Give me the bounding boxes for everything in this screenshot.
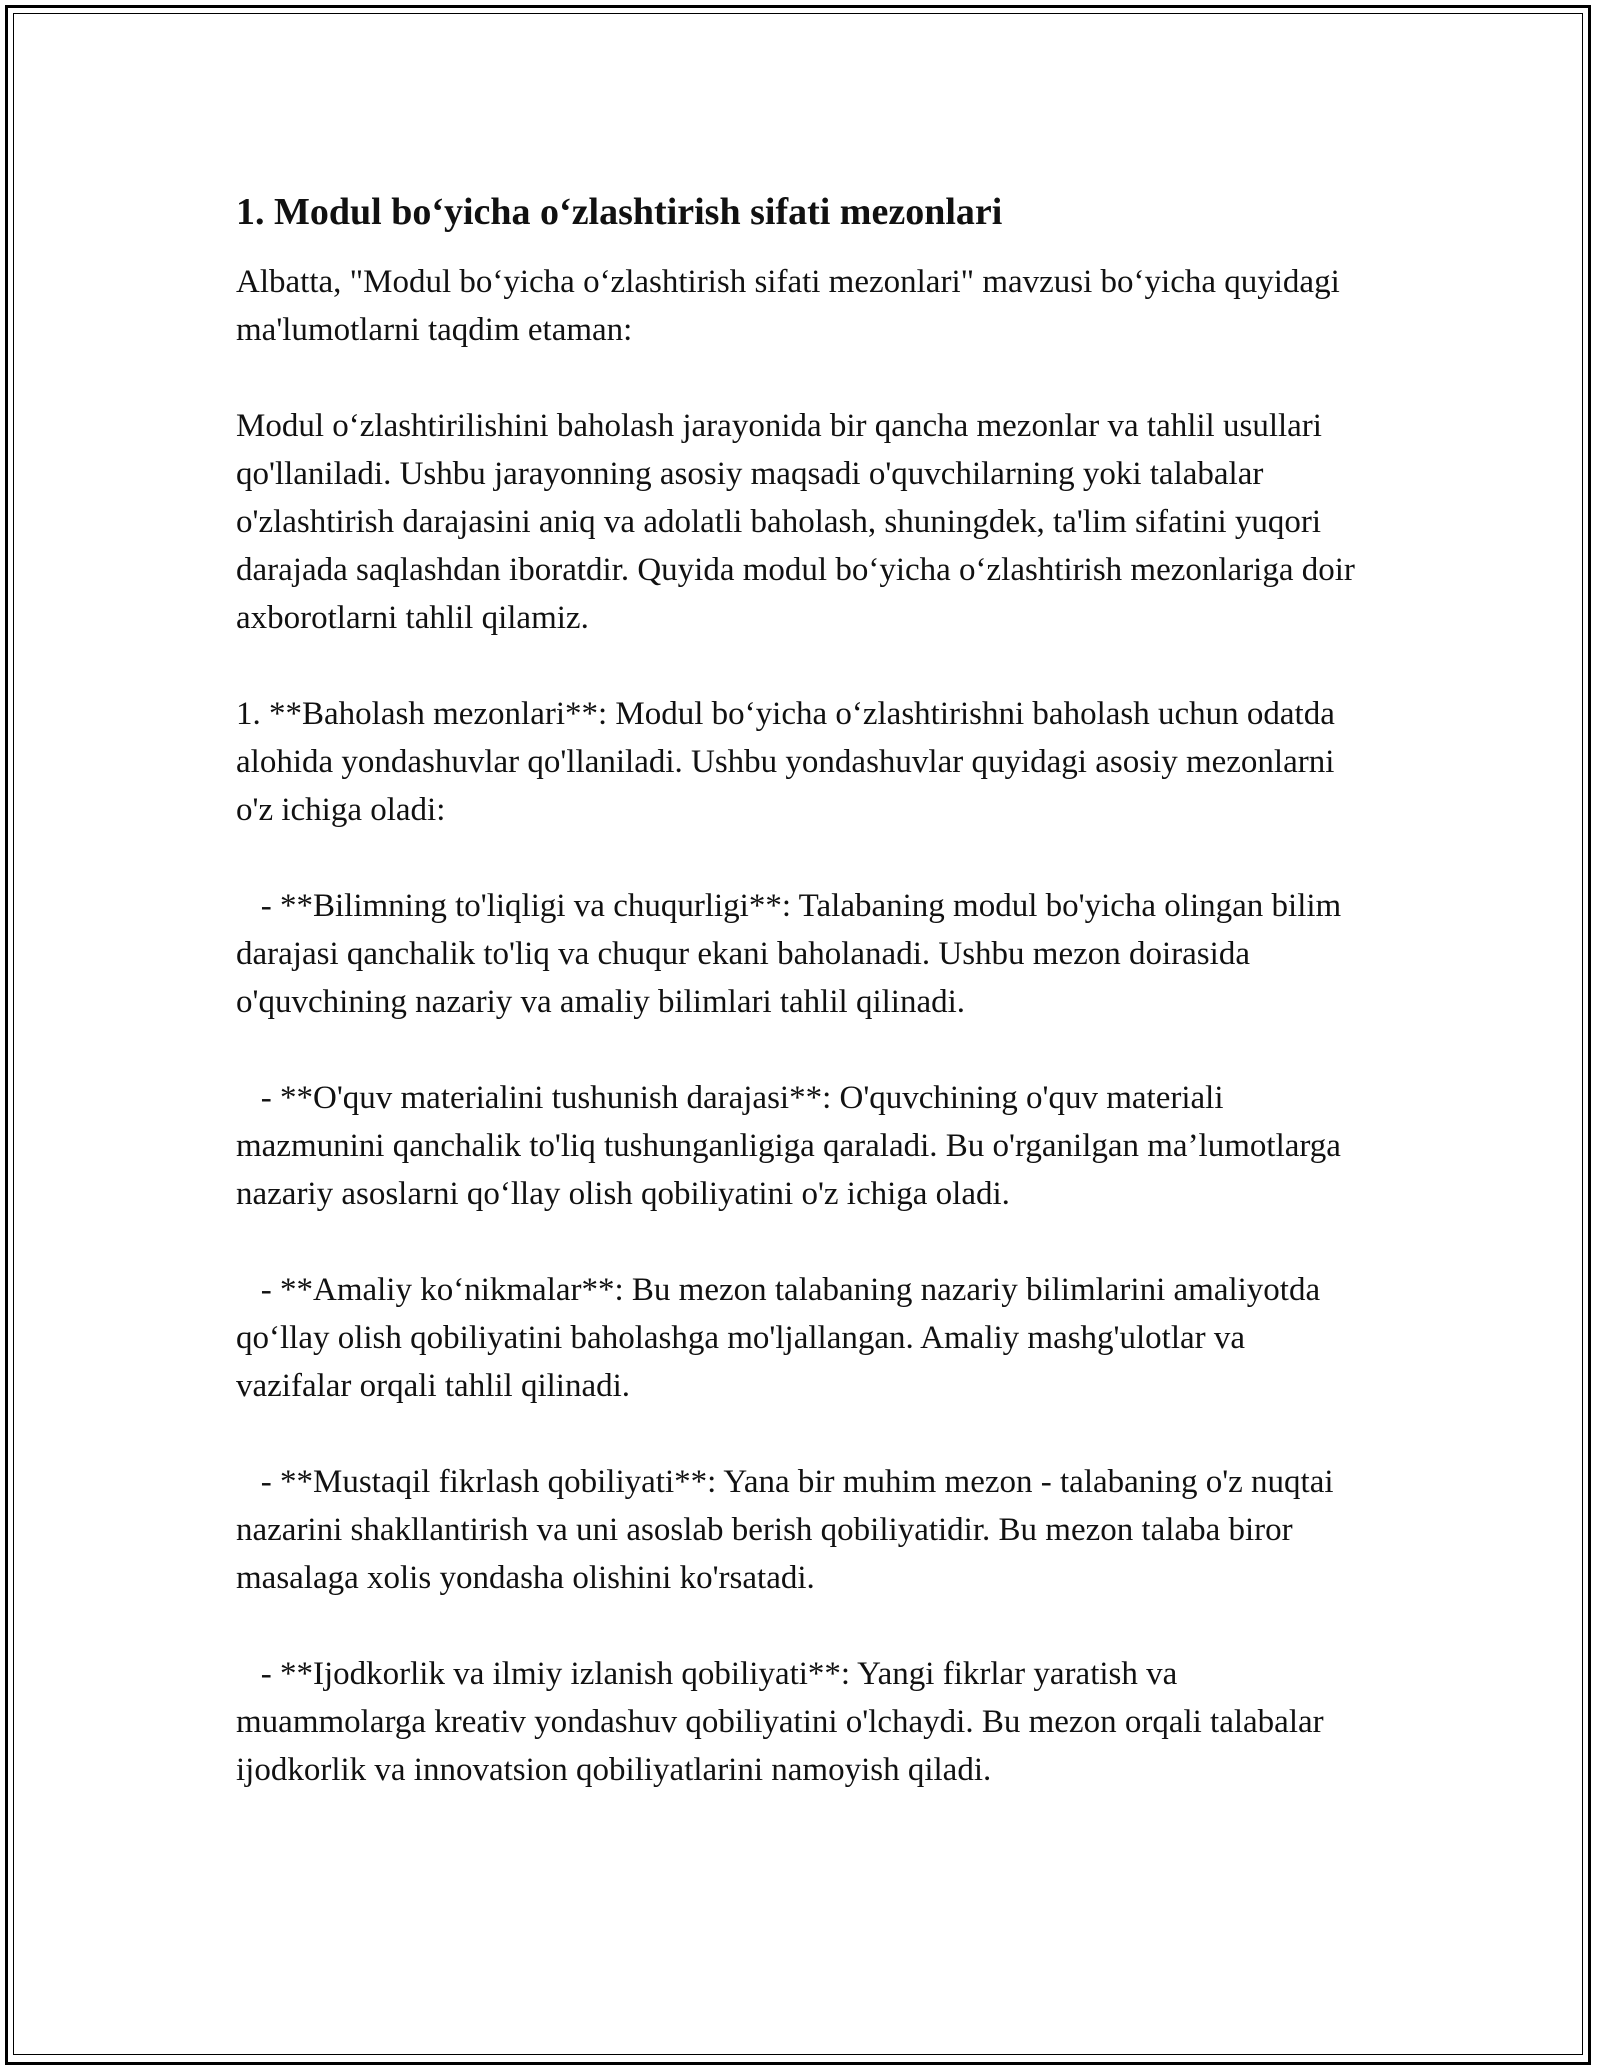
list-item-tushunish-darajasi: - **O'quv materialini tushunish darajasi**: O'quvchining o'quv materiali mazmunini qanchalik to'liq tushunganligiga qaraladi. Bu o'rganilgan ma’lumotlarga nazariy asoslarni qo‘llay olish qobiliyatini o'z ichiga oladi.: [236, 1080, 1350, 1212]
intro-paragraph: Albatta, "Modul bo‘yicha o‘zlashtirish sifati mezonlari" mavzusi bo‘yicha quyidagi ma'lumotlarni taqdim etaman:: [236, 264, 1348, 348]
list-item-amaliy-konikmalar: - **Amaliy ko‘nikmalar**: Bu mezon talabaning nazariy bilimlarini amaliyotda qo‘llay olish qobiliyatini baholashga mo'ljallangan. Amaliy mashg'ulotlar va vazifalar orqali tahlil qilinadi.: [236, 1272, 1329, 1404]
section-heading: 1. Modul bo‘yicha o‘zlashtirish sifati mezonlari: [236, 191, 1003, 233]
document-page: [236, 188, 1366, 1794]
list-item-baholash-mezonlari: 1. **Baholash mezonlari**: Modul bo‘yicha o‘zlashtirishni baholash uchun odatda alohida yondashuvlar qo'llaniladi. Ushbu yondashuvlar quyidagi asosiy mezonlarni o'z ichiga oladi:: [236, 696, 1344, 828]
list-item-bilimning-toliqligi: - **Bilimning to'liqligi va chuqurligi**: Talabaning modul bo'yicha olingan bilim darajasi qanchalik to'liq va chuqur ekani baholanadi. Ushbu mezon doirasida o'quvchining nazariy va amaliy bilimlari tahlil qilinadi.: [236, 888, 1350, 1020]
overview-paragraph: Modul o‘zlashtirilishini baholash jarayonida bir qancha mezonlar va tahlil usullari qo'llaniladi. Ushbu jarayonning asosiy maqsadi o'quvchilarning yoki talabalar o'zlashtirish darajasini aniq va adolatli baholash, shuningdek, ta'lim sifatini yuqori darajada saqlashdan iboratdir. Quyida modul bo‘yicha o‘zlashtirish mezonlariga doir axborotlarni tahlil qilamiz.: [236, 408, 1364, 636]
list-item-ijodkorlik: - **Ijodkorlik va ilmiy izlanish qobiliyati**: Yangi fikrlar yaratish va muammolarga kreativ yondashuv qobiliyatini o'lchaydi. Bu mezon orqali talabalar ijodkorlik va innovatsion qobiliyatlarini namoyish qiladi.: [236, 1656, 1332, 1788]
list-item-mustaqil-fikrlash: - **Mustaqil fikrlash qobiliyati**: Yana bir muhim mezon - talabaning o'z nuqtai nazarini shakllantirish va uni asoslab berish qobiliyatidir. Bu mezon talaba biror masalaga xolis yondasha olishini ko'rsatadi.: [236, 1464, 1342, 1596]
